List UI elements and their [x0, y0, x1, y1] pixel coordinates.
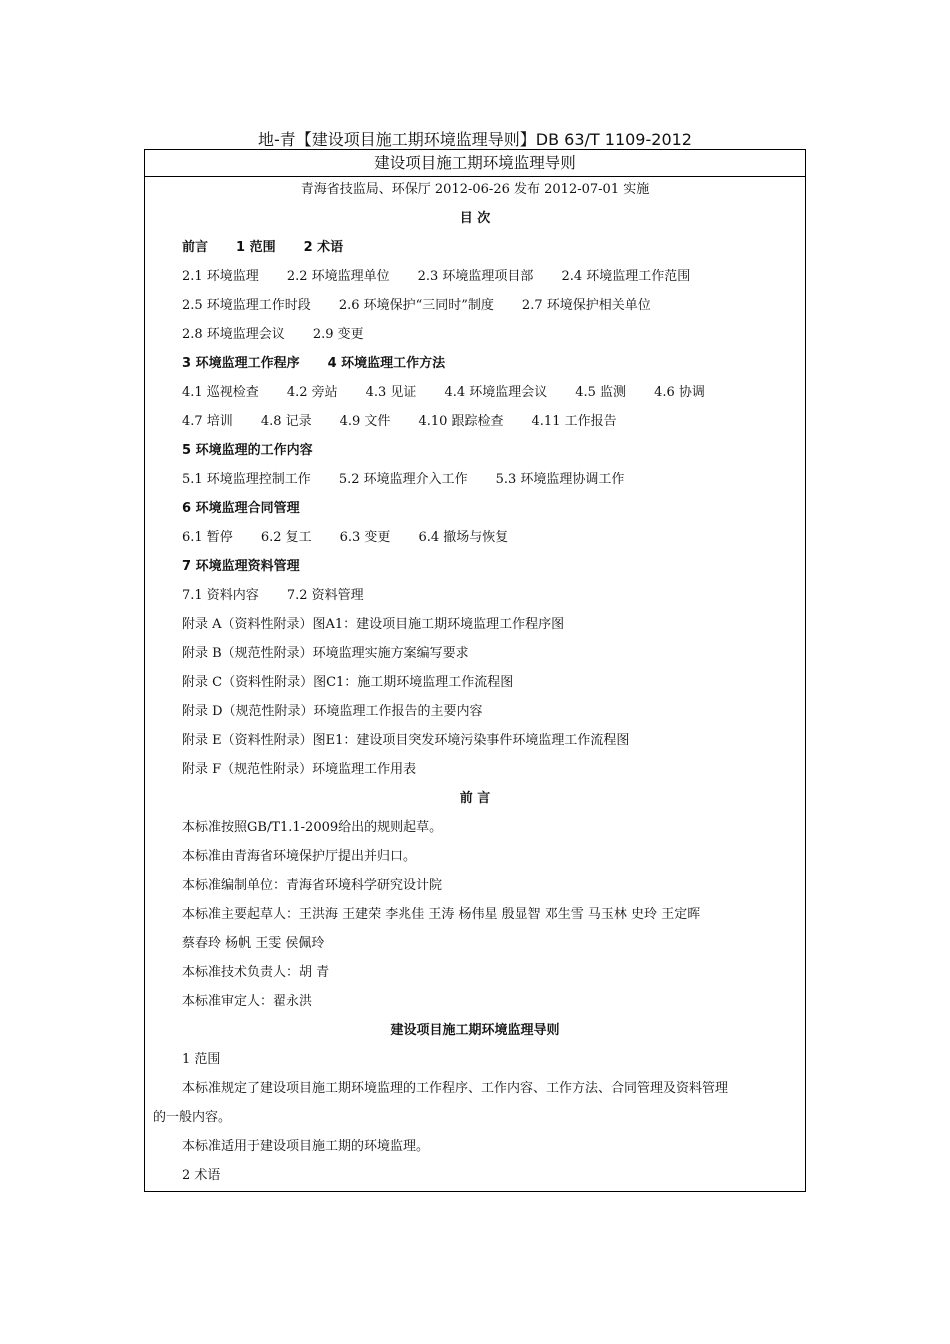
preface-line: 蔡春玲 杨帆 王雯 侯佩玲: [182, 936, 325, 951]
toc-row: [182, 239, 343, 257]
toc-entry: 6.1 暂停: [182, 530, 233, 545]
toc-entry: 4.9 文件: [339, 414, 391, 429]
toc-entry: 2.3 环境监理项目部: [417, 269, 534, 284]
toc-entry: 6.4 撤场与恢复: [418, 530, 509, 545]
preface-line: 本标准按照GB/T1.1-2009给出的规则起草。: [182, 820, 443, 835]
toc-row: [182, 442, 313, 460]
toc-entry: 5.2 环境监理介入工作: [338, 472, 468, 487]
toc-row: [182, 587, 364, 605]
preface-line: 本标准编制单位：青海省环境科学研究设计院: [182, 878, 443, 893]
toc-row: [182, 674, 513, 692]
toc-row: [182, 529, 508, 547]
toc-heading: 目 次: [459, 211, 491, 226]
publish-info: 青海省技监局、环保厅 2012-06-26 发布 2012-07-01 实施: [300, 182, 650, 197]
toc-row: [182, 558, 300, 576]
toc-entry: 4.8 记录: [260, 414, 312, 429]
toc-entry: 4.5 监测: [575, 385, 627, 400]
preface-line: 本标准审定人：翟永洪: [182, 994, 313, 1009]
toc-entry: 3 环境监理工作程序: [182, 356, 300, 371]
toc-entry: 附录 C（资料性附录）图C1：施工期环境监理工作流程图: [182, 675, 514, 690]
toc-entry: 4.1 巡视检查: [182, 385, 259, 400]
toc-row: [182, 268, 690, 286]
toc-row: [182, 732, 629, 750]
toc-entry: 2.6 环境保护“三同时”制度: [338, 298, 494, 313]
body-heading: 建设项目施工期环境监理导则: [390, 1023, 560, 1038]
toc-entry: 前言: [182, 240, 209, 255]
toc-row: [182, 500, 300, 518]
toc-entry: 2 术语: [303, 240, 344, 255]
toc-entry: 6.2 复工: [260, 530, 312, 545]
toc-entry: 1 范围: [236, 240, 276, 255]
page-header: 地-青【建设项目施工期环境监理导则】DB 63/T 1109-2012: [258, 130, 692, 149]
toc-entry: 7 环境监理资料管理: [182, 559, 300, 574]
toc-entry: 5.3 环境监理协调工作: [495, 472, 625, 487]
preface-line: 本标准主要起草人：王洪海 王建荣 李兆佳 王涛 杨伟星 殷显智 邓生雪 马玉林 史玲 王定晖: [182, 907, 701, 922]
toc-row: [182, 297, 651, 315]
toc-row: [182, 761, 416, 779]
toc-entry: 2.9 变更: [312, 327, 364, 342]
toc-entry: 4.3 见证: [365, 385, 417, 400]
toc-entry: 7.1 资料内容: [182, 588, 259, 603]
preface-line: 本标准技术负责人：胡 青: [182, 965, 330, 980]
preface-line: 本标准由青海省环境保护厅提出并归口。: [182, 849, 417, 864]
toc-entry: 4.2 旁站: [286, 385, 338, 400]
toc-entry: 6.3 变更: [339, 530, 391, 545]
toc-entry: 5.1 环境监理控制工作: [182, 472, 311, 487]
toc-row: [182, 355, 445, 373]
toc-entry: 2.7 环境保护相关单位: [521, 298, 651, 313]
toc-row: [182, 616, 564, 634]
toc-entry: 2.2 环境监理单位: [286, 269, 390, 284]
toc-entry: 4.4 环境监理会议: [444, 385, 548, 400]
toc-entry: 附录 A（资料性附录）图A1：建设项目施工期环境监理工作程序图: [182, 617, 565, 632]
toc-entry: 附录 F（规范性附录）环境监理工作用表: [182, 762, 417, 777]
document-table: [144, 149, 806, 1192]
toc-entry: 4 环境监理工作方法: [327, 356, 446, 371]
toc-row: [182, 471, 624, 489]
body-line: 的一般内容。: [153, 1110, 232, 1125]
toc-entry: 附录 D（规范性附录）环境监理工作报告的主要内容: [182, 704, 483, 719]
toc-entry: 2.4 环境监理工作范围: [561, 269, 691, 284]
toc-entry: 5 环境监理的工作内容: [182, 443, 313, 458]
body-line: 1 范围: [182, 1052, 221, 1067]
body-line: 本标准规定了建设项目施工期环境监理的工作程序、工作内容、工作方法、合同管理及资料管理: [182, 1081, 729, 1096]
toc-entry: 2.1 环境监理: [182, 269, 259, 284]
toc-entry: 4.10 跟踪检查: [418, 414, 504, 429]
toc-row: [182, 645, 469, 663]
toc-entry: 7.2 资料管理: [286, 588, 364, 603]
toc-row: [182, 703, 483, 721]
body-line: 2 术语: [182, 1168, 221, 1183]
toc-entry: 6 环境监理合同管理: [182, 501, 300, 516]
preface-heading: 前 言: [459, 791, 491, 806]
toc-entry: 2.8 环境监理会议: [182, 327, 285, 342]
toc-entry: 附录 B（规范性附录）环境监理实施方案编写要求: [182, 646, 469, 661]
table-title: 建设项目施工期环境监理导则: [145, 150, 805, 177]
toc-row: [182, 413, 617, 431]
toc-entry: 4.11 工作报告: [531, 414, 617, 429]
toc-row: [182, 326, 364, 344]
toc-entry: 4.7 培训: [182, 414, 233, 429]
toc-entry: 4.6 协调: [654, 385, 705, 400]
toc-entry: 2.5 环境监理工作时段: [182, 298, 311, 313]
toc-entry: 附录 E（资料性附录）图E1：建设项目突发环境污染事件环境监理工作流程图: [182, 733, 630, 748]
body-line: 本标准适用于建设项目施工期的环境监理。: [182, 1139, 430, 1154]
toc-row: [182, 384, 705, 402]
